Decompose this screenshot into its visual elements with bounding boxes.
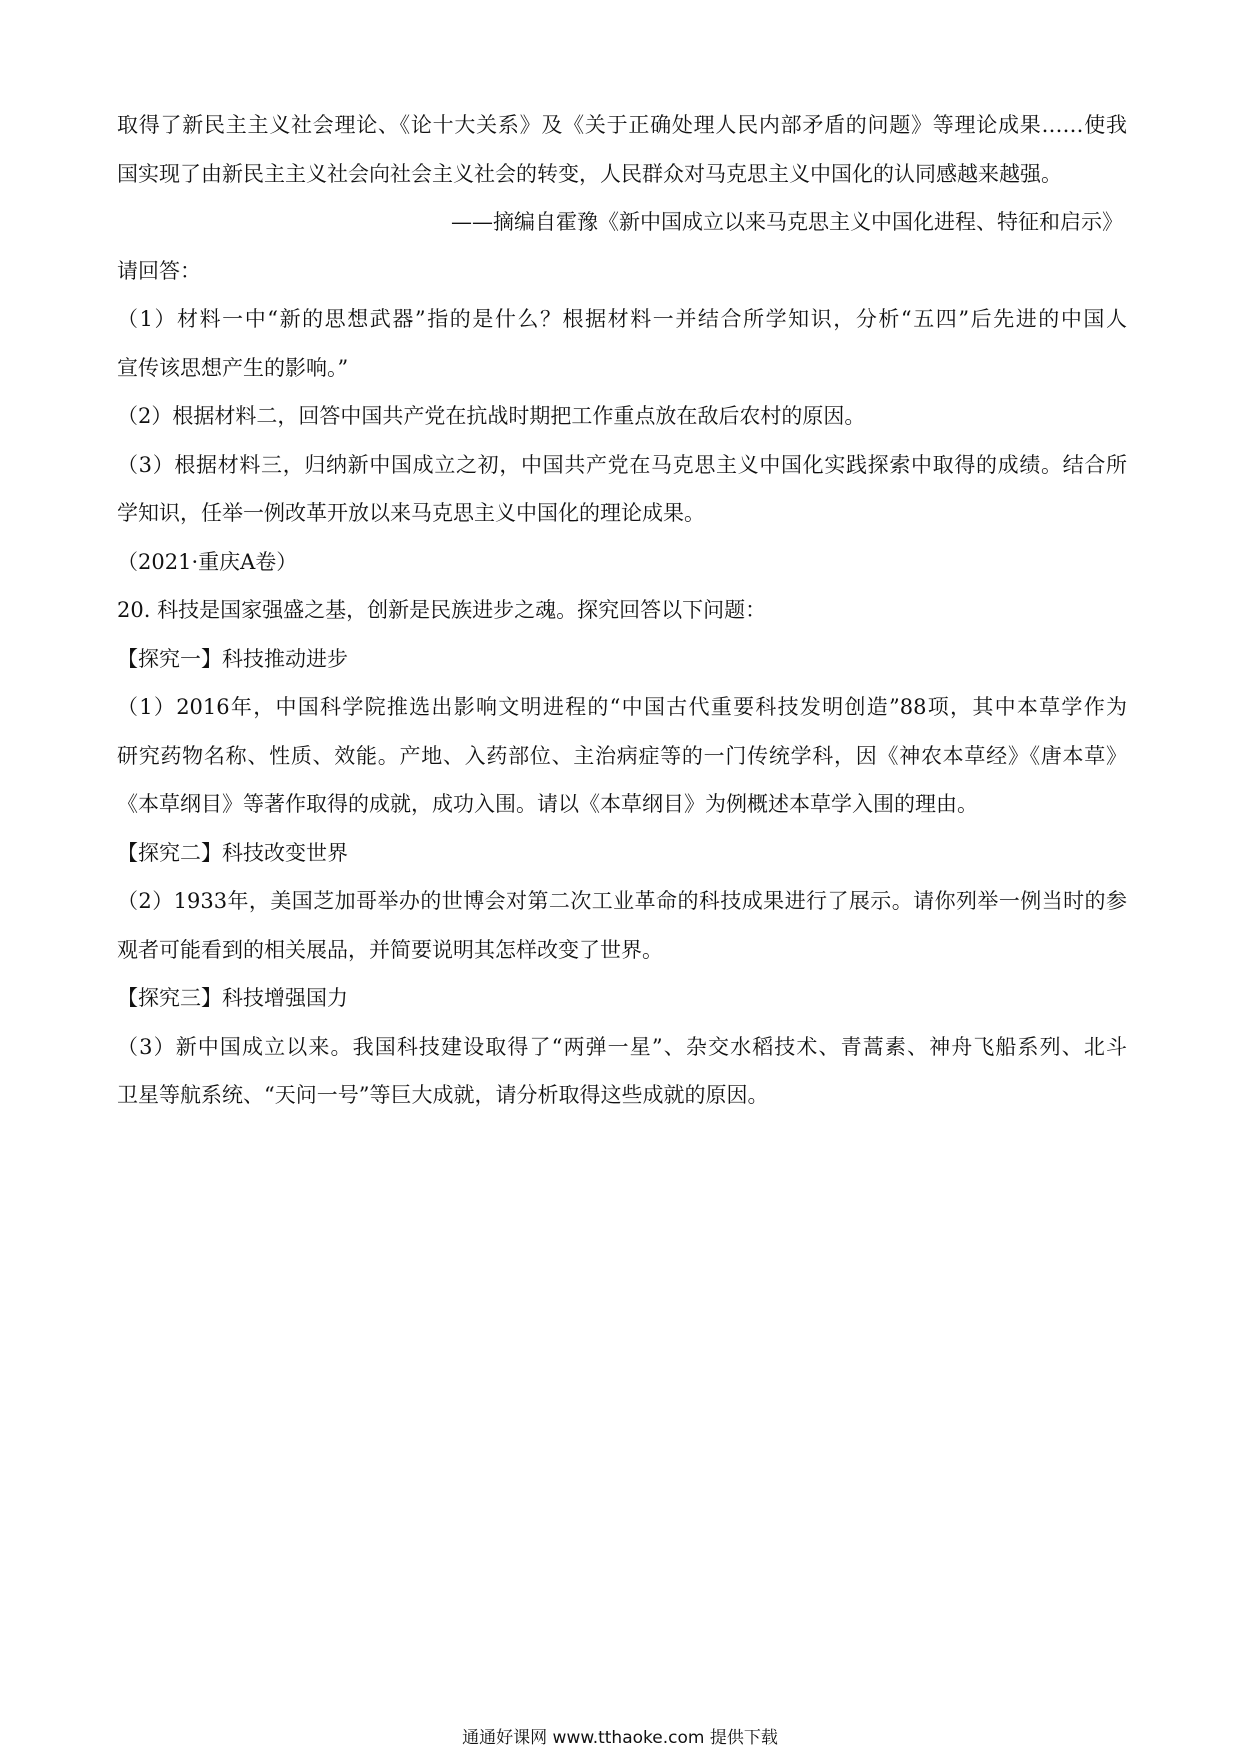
footer-watermark-text: 通通好课网 www.tthaoke.com 提供下载 xyxy=(462,1728,778,1748)
inquiry-2-line-2: 观者可能看到的相关展品，并简要说明其怎样改变了世界。 xyxy=(117,937,663,962)
material-three-line-2: 国实现了由新民主主义社会向社会主义社会的转变，人民群众对马克思主义中国化的认同感越来越强。 xyxy=(117,161,1062,186)
inquiry-2-title: 【探究二】科技改变世界 xyxy=(117,840,348,865)
inquiry-3-line-1: （3）新中国成立以来。我国科技建设取得了“两弹一星”、杂交水稻技术、青蒿素、神舟飞船系列、北斗 xyxy=(117,1034,1127,1059)
page-content xyxy=(117,101,1127,1120)
inquiry-1-line-2: 研究药物名称、性质、效能。产地、入药部位、主治病症等的一门传统学科，因《神农本草经》《唐本草》 xyxy=(117,743,1127,768)
question-19-sub-2: （2）根据材料二，回答中国共产党在抗战时期把工作重点放在敌后农村的原因。 xyxy=(117,404,866,428)
inquiry-3-line-2: 卫星等航系统、“天问一号”等巨大成就，请分析取得这些成就的原因。 xyxy=(117,1083,769,1107)
material-three-line-1: 取得了新民主主义社会理论、《论十大关系》及《关于正确处理人民内部矛盾的问题》等理论成果……使我 xyxy=(117,113,1127,137)
inquiry-1-line-3: 《本草纲目》等著作取得的成就，成功入围。请以《本草纲目》为例概述本草学入围的理由。 xyxy=(117,792,978,816)
source-tag: （2021·重庆A卷） xyxy=(117,549,298,574)
inquiry-1-line-1: （1）2016年，中国科学院推选出影响文明进程的“中国古代重要科技发明创造”88项，其中本草学作为 xyxy=(117,695,1127,719)
question-19-sub-3-line-1: （3）根据材料三，归纳新中国成立之初，中国共产党在马克思主义中国化实践探索中取得的成绩。结合所 xyxy=(117,452,1127,477)
inquiry-1-title: 【探究一】科技推动进步 xyxy=(117,646,348,671)
question-20-stem: 20. 科技是国家强盛之基，创新是民族进步之魂。探究回答以下问题： xyxy=(117,598,767,622)
material-three-citation: ——摘编自霍豫《新中国成立以来马克思主义中国化进程、特征和启示》 xyxy=(451,210,1123,234)
inquiry-2-line-1: （2）1933年，美国芝加哥举办的世博会对第二次工业革命的科技成果进行了展示。请你列举一例当时的参 xyxy=(117,889,1127,913)
question-19-prompt: 请回答： xyxy=(117,258,201,283)
question-19-sub-1-line-1: （1）材料一中“新的思想武器”指的是什么？根据材料一并结合所学知识，分析“五四”后先进的中国人 xyxy=(117,307,1127,331)
question-19-sub-3-line-2: 学知识，任举一例改革开放以来马克思主义中国化的理论成果。 xyxy=(117,501,705,525)
question-19-sub-1-line-2: 宣传该思想产生的影响。” xyxy=(117,355,349,380)
inquiry-3-title: 【探究三】科技增强国力 xyxy=(117,986,348,1010)
